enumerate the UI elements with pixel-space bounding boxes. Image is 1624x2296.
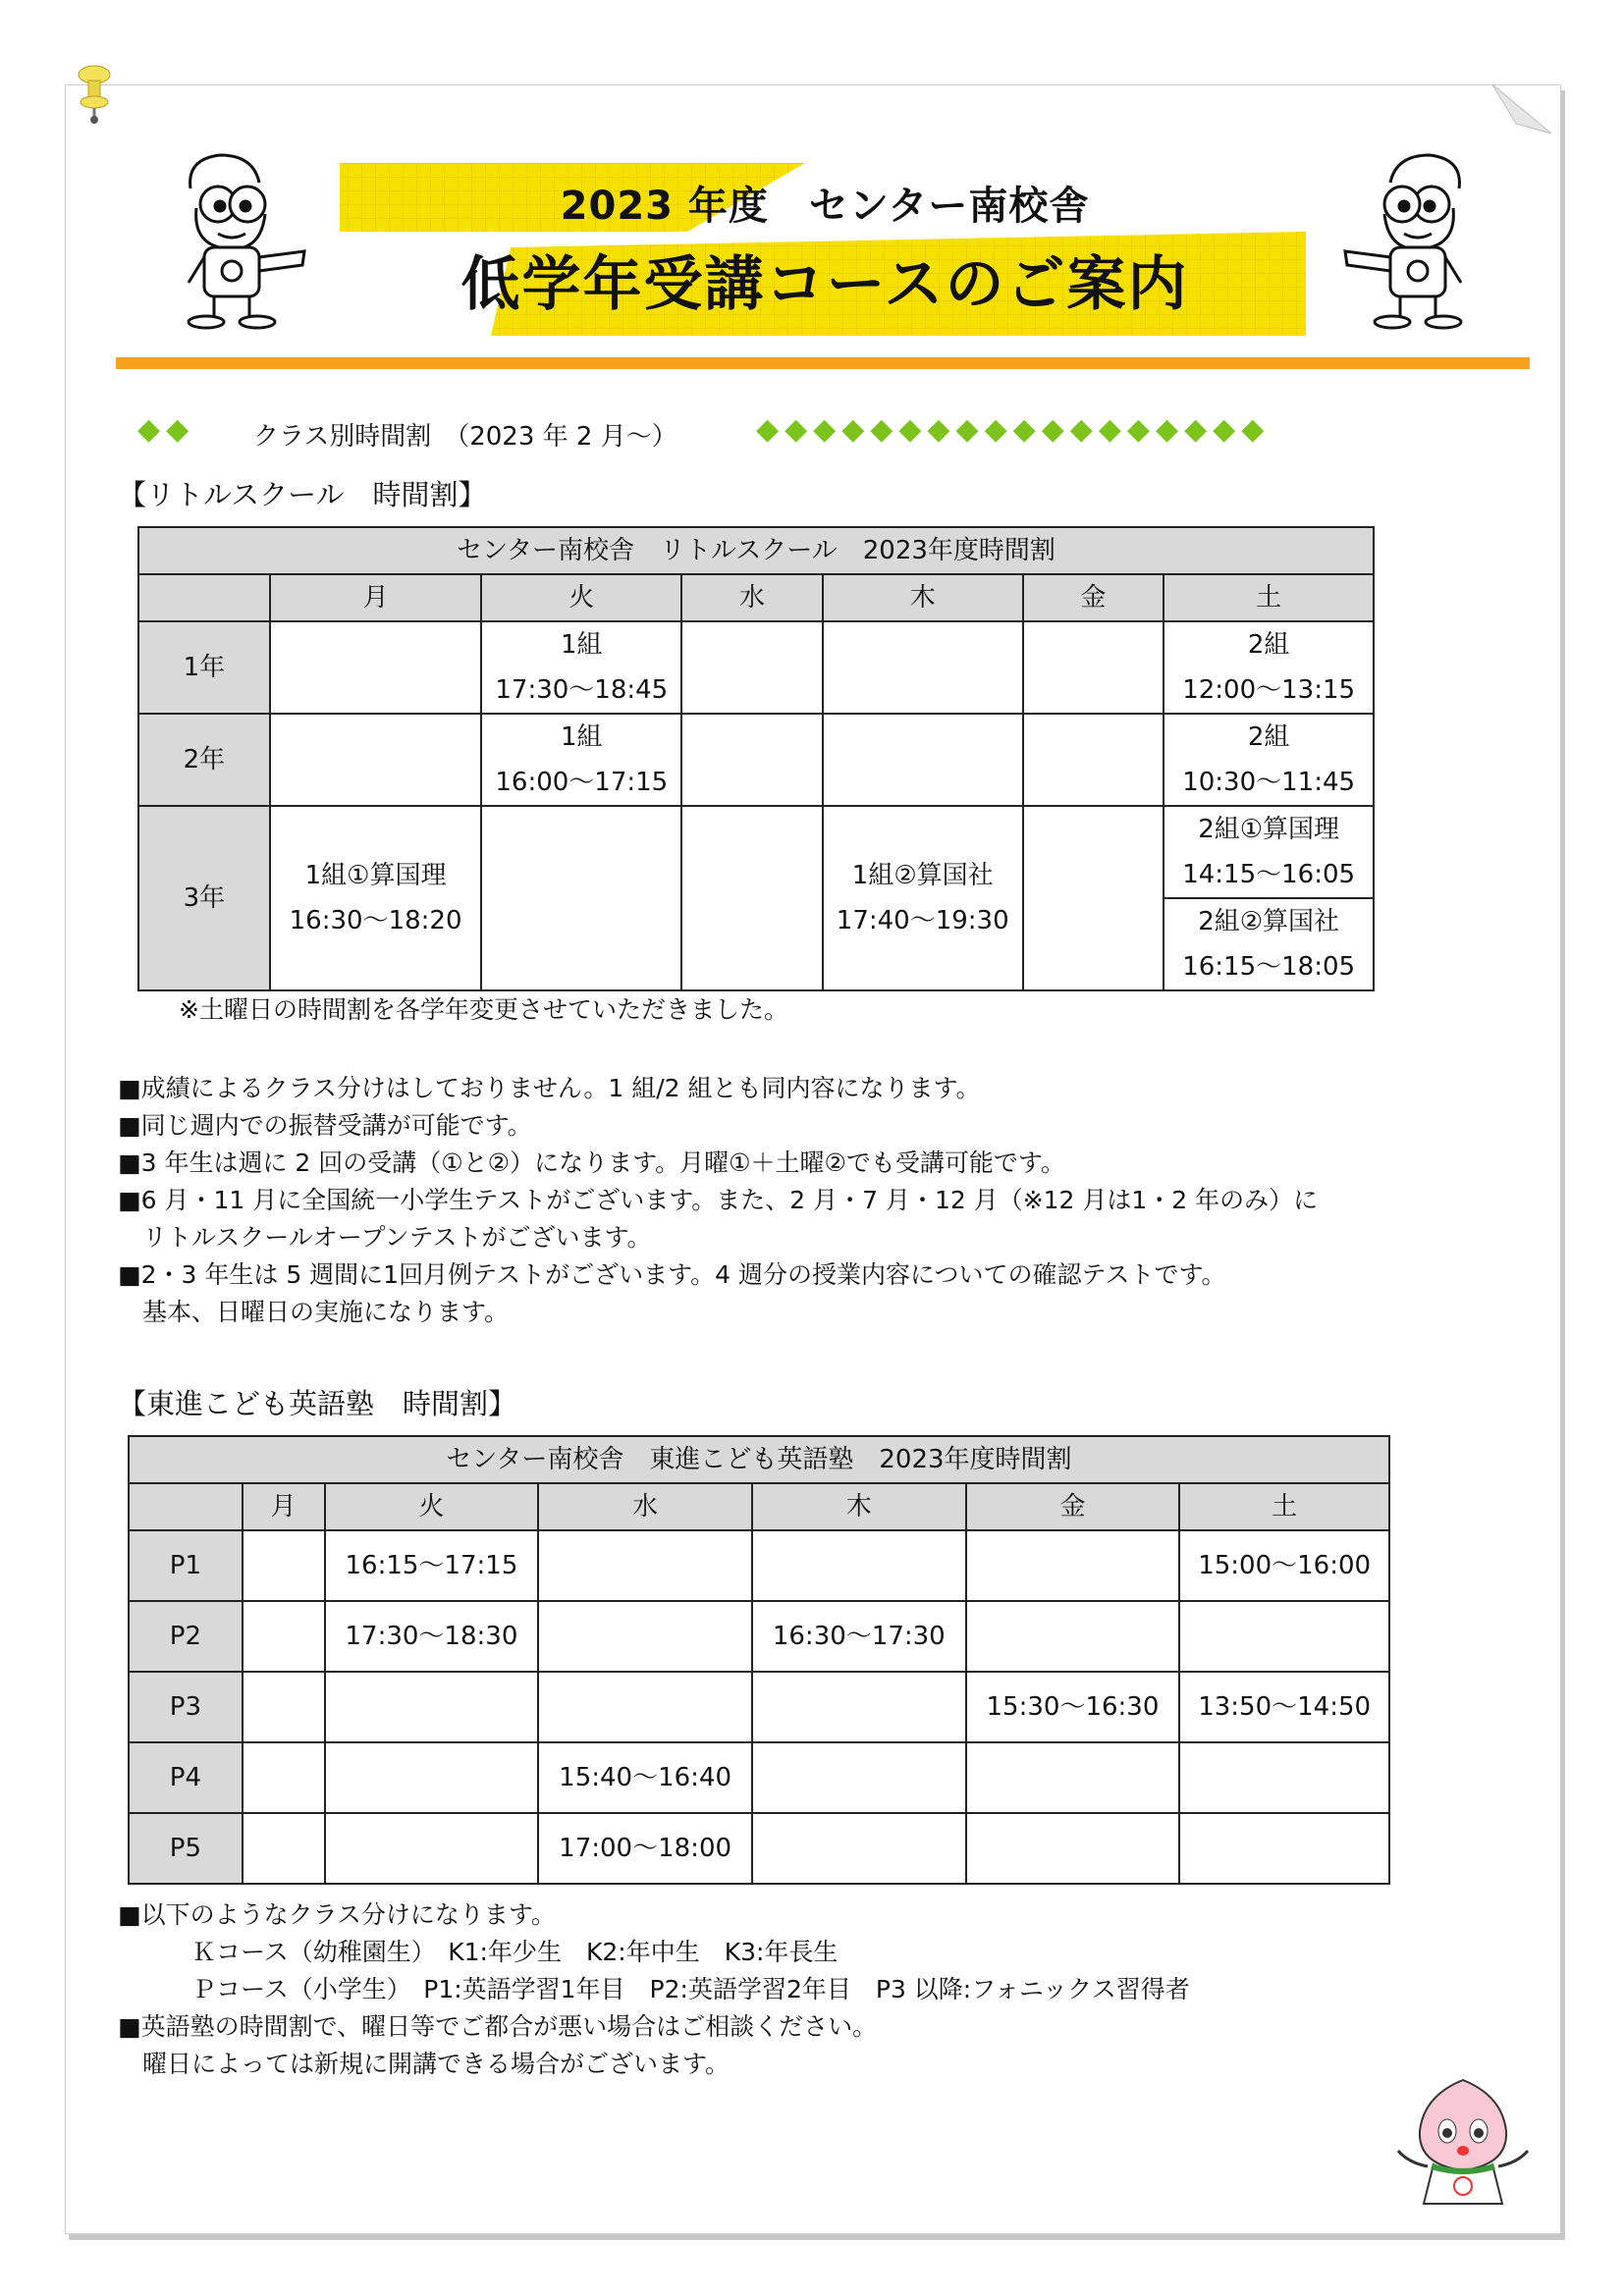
table-cell: [1023, 621, 1164, 714]
table-caption: センター南校舎 東進こども英語塾 2023年度時間割: [129, 1436, 1389, 1483]
class-name: 2組①算国理: [1198, 815, 1340, 844]
table-cell: 13:50〜14:50: [1179, 1672, 1389, 1742]
table-cell: [752, 1530, 966, 1601]
day-header-fri: 金: [966, 1483, 1180, 1530]
table-cell: [481, 806, 681, 990]
table-cell: [1023, 714, 1164, 806]
table-cell: [681, 621, 823, 714]
table-cell: [243, 1530, 325, 1601]
class-name: 1組②算国社: [851, 861, 994, 890]
table-cell: [681, 714, 823, 806]
table-cell: [966, 1601, 1180, 1672]
note-line: ■2・3 年生は 5 週間に1回月例テストがございます。4 週分の授業内容についての確認テストです。: [118, 1260, 1226, 1289]
table-cell: 17:30〜18:30: [325, 1601, 539, 1672]
corner-cell: [129, 1483, 243, 1530]
day-header-sat: 土: [1179, 1483, 1389, 1530]
note-line: ■以下のようなクラス分けになります。: [118, 1900, 556, 1929]
table-cell: [752, 1813, 966, 1884]
period-label: P4: [129, 1742, 243, 1813]
table-row: [138, 806, 1374, 898]
english-notes: [118, 1896, 1190, 2083]
day-header-tue: 火: [325, 1483, 539, 1530]
page-subtitle: 2023 年度 センター南校舎: [560, 184, 1090, 229]
day-header-fri: 金: [1023, 574, 1164, 621]
note-line: ■6 月・11 月に全国統一小学生テストがございます。また、2 月・7 月・12 月（※12 月は1・2 年のみ）に: [118, 1186, 1319, 1214]
table-cell: [538, 1530, 752, 1601]
note-line: ■同じ週内での振替受講が可能です。: [118, 1111, 532, 1140]
table-cell: [1179, 1813, 1389, 1884]
table-caption: センター南校舎 リトルスクール 2023年度時間割: [138, 527, 1374, 574]
english-school-heading: 【東進こども英語塾 時間割】: [118, 1387, 517, 1420]
table-header-row: [129, 1483, 1389, 1530]
table-cell: [752, 1672, 966, 1742]
table-cell: [966, 1813, 1180, 1884]
class-name: 2組: [1247, 630, 1290, 660]
table-cell: [823, 806, 1023, 990]
grade-label: 2年: [138, 714, 270, 806]
little-notes: [118, 1070, 1318, 1331]
note-line: ■3 年生は週に 2 回の受講（①と②）になります。月曜①＋土曜②でも受講可能です。: [118, 1148, 1065, 1177]
section-label: クラス別時間割 （2023 年 2 月〜）: [253, 422, 677, 452]
table-cell: 15:30〜16:30: [966, 1672, 1180, 1742]
class-name: 2組: [1247, 722, 1290, 752]
table-cell: [1179, 1601, 1389, 1672]
grade-label: 3年: [138, 806, 270, 990]
english-school-timetable: [128, 1435, 1390, 1885]
diamond-bullets-right-icon: ◆◆◆◆◆◆◆◆◆◆◆◆◆◆◆◆◆◆: [756, 412, 1271, 447]
table-cell: 15:40〜16:40: [538, 1742, 752, 1813]
day-header-mon: 月: [243, 1483, 325, 1530]
table-row: [129, 1672, 1389, 1742]
page-title: 低学年受講コースのご案内: [460, 250, 1189, 319]
table-cell: [481, 621, 681, 714]
cartoon-boy-pointing-left-icon: [1335, 149, 1483, 331]
period-label: P5: [129, 1813, 243, 1884]
table-cell: [1164, 621, 1374, 714]
note-line: リトルスクールオープンテストがございます。: [118, 1223, 652, 1252]
table-cell: [1023, 806, 1164, 990]
page-curl-icon: [1492, 84, 1559, 133]
little-school-heading: 【リトルスクール 時間割】: [118, 478, 487, 511]
header-divider: [116, 357, 1530, 369]
class-time: 16:15〜18:05: [1182, 952, 1356, 982]
class-time: 10:30〜11:45: [1182, 768, 1356, 797]
table-cell: [1179, 1742, 1389, 1813]
table-caption-row: [129, 1436, 1389, 1483]
table-cell: [243, 1672, 325, 1742]
day-header-tue: 火: [481, 574, 681, 621]
table-row: [138, 714, 1374, 806]
table-cell: [752, 1742, 966, 1813]
class-name: 1組①算国理: [304, 861, 447, 890]
peach-mascot-icon: [1384, 2076, 1542, 2214]
little-school-timetable: [137, 526, 1375, 991]
table-cell: [681, 806, 823, 990]
class-time: 16:00〜17:15: [495, 768, 669, 797]
table-header-row: [138, 574, 1374, 621]
table-cell: [823, 714, 1023, 806]
table-row: [129, 1813, 1389, 1884]
pushpin-icon: [73, 63, 116, 128]
diamond-bullets-left-icon: ◆◆: [137, 412, 195, 447]
corner-cell: [138, 574, 270, 621]
table-cell: [481, 714, 681, 806]
table-cell: 17:00〜18:00: [538, 1813, 752, 1884]
note-line: ■成績によるクラス分けはしておりません。1 組/2 組とも同内容になります。: [118, 1074, 981, 1102]
table-cell: [270, 714, 482, 806]
table-cell: [966, 1742, 1180, 1813]
table-cell: 15:00〜16:00: [1179, 1530, 1389, 1601]
table-cell: [966, 1530, 1180, 1601]
table-cell: [1164, 714, 1374, 806]
table-cell: [270, 806, 482, 990]
table-row: [138, 621, 1374, 714]
class-time: 12:00〜13:15: [1182, 675, 1356, 705]
note-line: ■英語塾の時間割で、曜日等でご都合が悪い場合はご相談ください。: [118, 2012, 878, 2041]
table-cell: [325, 1672, 539, 1742]
day-header-wed: 水: [681, 574, 823, 621]
table-caption-row: [138, 527, 1374, 574]
note-line: Ｐコース（小学生） P1:英語学習1年目 P2:英語学習2年目 P3 以降:フォニックス習得者: [118, 1975, 1190, 2003]
table-cell: [243, 1813, 325, 1884]
class-time: 17:30〜18:45: [495, 675, 669, 705]
table-row: [129, 1530, 1389, 1601]
table-cell: [1164, 806, 1374, 898]
table-cell: [1164, 898, 1374, 990]
day-header-thu: 木: [752, 1483, 966, 1530]
table-cell: [243, 1742, 325, 1813]
day-header-mon: 月: [270, 574, 482, 621]
grade-label: 1年: [138, 621, 270, 714]
table-cell: [538, 1601, 752, 1672]
note-line: Ｋコース（幼稚園生） K1:年少生 K2:年中生 K3:年長生: [118, 1938, 839, 1966]
table-row: [129, 1601, 1389, 1672]
table-cell: 16:15〜17:15: [325, 1530, 539, 1601]
day-header-thu: 木: [823, 574, 1023, 621]
table-cell: [270, 621, 482, 714]
cartoon-boy-pointing-right-icon: [167, 149, 314, 331]
class-time: 16:30〜18:20: [289, 906, 462, 935]
note-line: 曜日によっては新規に開講できる場合がございます。: [118, 2050, 731, 2078]
class-name: 1組: [561, 722, 603, 752]
note-line: 基本、日曜日の実施になります。: [118, 1298, 510, 1326]
period-label: P1: [129, 1530, 243, 1601]
table-cell: [325, 1742, 539, 1813]
class-time: 17:40〜19:30: [836, 906, 1009, 935]
class-name: 1組: [561, 630, 603, 660]
table-cell: 16:30〜17:30: [752, 1601, 966, 1672]
period-label: P2: [129, 1601, 243, 1672]
table-cell: [538, 1672, 752, 1742]
period-label: P3: [129, 1672, 243, 1742]
table-cell: [243, 1601, 325, 1672]
day-header-sat: 土: [1164, 574, 1374, 621]
day-header-wed: 水: [538, 1483, 752, 1530]
table-cell: [325, 1813, 539, 1884]
table-row: [129, 1742, 1389, 1813]
saturday-footnote: ※土曜日の時間割を各学年変更させていただきました。: [179, 995, 788, 1024]
table-cell: [823, 621, 1023, 714]
class-time: 14:15〜16:05: [1182, 860, 1356, 889]
class-name: 2組②算国社: [1198, 907, 1340, 936]
